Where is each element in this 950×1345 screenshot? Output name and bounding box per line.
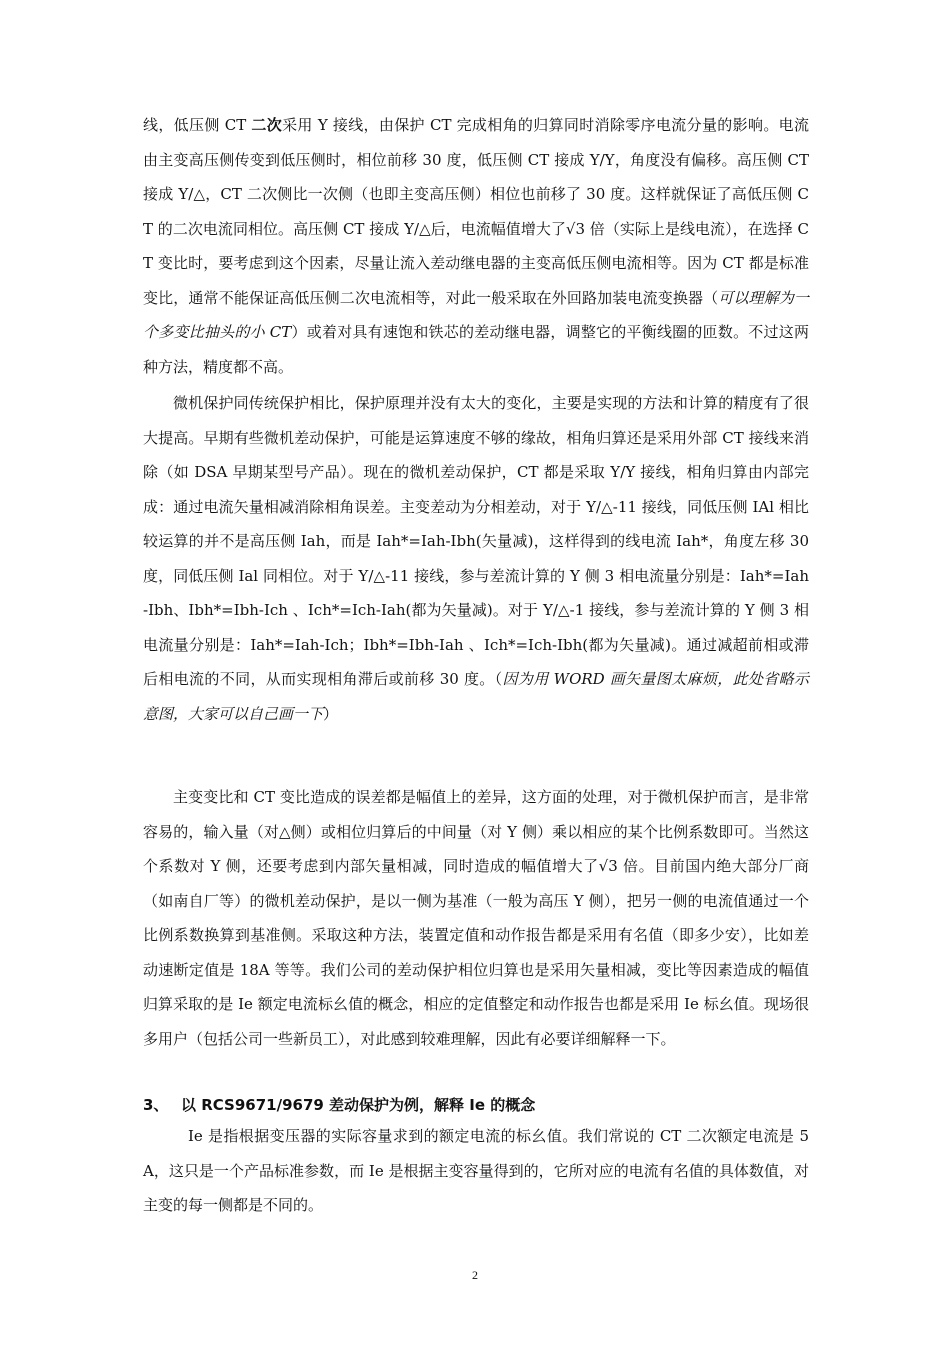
paragraph-ratio-error <box>143 780 809 1056</box>
page-number: 2 <box>472 1268 478 1282</box>
paragraph-text: 微机保护同传统保护相比，保护原理并没有太大的变化，主要是实现的方法和计算的精度有了很大提高。早期有些微机差动保护，可能是运算速度不够的缘故，相角归算还是采用外部 CT 接线来消除（如 DSA 早期某型号产品）。现在的微机差动保护，CT 都是采取 Y/Y 接线，相角归算由内部完成：通过电流矢量相减消除相角误差。主变差动为分相差动，对于 Y/△-11 接线，同低压侧 IAl 相比较运算的并不是高压侧 Iah，而是 Iah*=Iah-Ibh(矢量减)，这样得到的线电流 Iah*，角度左移 30 度，同低压侧 Ial 同相位。对于 Y/△-11 接线，参与差流计算的 Y 侧 3 相电流量分别是：Iah*=Iah-Ibh、Ibh*=Ibh-Ich 、Ich*=Ich-Iah(都为矢量减)。对于 Y/△-1 接线，参与差流计算的 Y 侧 3 相电流量分别是：Iah*=Iah-Ich；Ibh*=Ibh-Iah 、Ich*=Ich-Ibh(都为矢量减)。通过减超前相或滞后相电流的不同，从而实现相角滞后或前移 30 度。（ <box>143 394 809 688</box>
paragraph-text: 主变变比和 CT 变比造成的误差都是幅值上的差异，这方面的处理，对于微机保护而言，是非常容易的，输入量（对△侧）或相位归算后的中间量（对 Y 侧）乘以相应的某个比例系数即可。当然这个系数对 Y 侧，还要考虑到内部矢量相减，同时造成的幅值增大了√3 倍。目前国内绝大部分厂商（如南自厂等）的微机差动保护，是以一侧为基准（一般为高压 Y 侧），把另一侧的电流值通过一个比例系数换算到基准侧。采取这种方法，装置定值和动作报告都是采用有名值（即多少安），比如差动速断定值是 18A 等等。我们公司的差动保护相位归算也是采用矢量相减，变比等因素造成的幅值归算采取的是 Ie 额定电流标幺值的概念，相应的定值整定和动作报告也都是采用 Ie 标幺值。现场很多用户（包括公司一些新员工），对此感到较难理解，因此有必要详细解释一下。 <box>143 788 809 1048</box>
paragraph-text: Ie 是指根据变压器的实际容量求到的额定电流的标幺值。我们常说的 CT 二次额定电流是 5A，这只是一个产品标准参数，而 Ie 是根据主变容量得到的，它所对应的电流有名值的具体数值，对主变的每一侧都是不同的。 <box>143 1127 809 1214</box>
paragraph-text: ）或着对具有速饱和铁芯的差动继电器，调整它的平衡线圈的匝数。不过这两种方法，精度都不高。 <box>143 323 809 376</box>
paragraph-ie-definition <box>143 1119 809 1223</box>
section-number: 3、 <box>143 1096 169 1114</box>
italic-note: 可以理解为一个多变比抽头的小 CT <box>143 288 809 341</box>
section-title: 以 RCS9671/9679 差动保护为例，解释 Ie 的概念 <box>181 1096 536 1114</box>
paragraph-text: 采用 Y 接线，由保护 CT 完成相角的归算同时消除零序电流分量的影响。电流由主变高压侧传变到低压侧时，相位前移 30 度，低压侧 CT 接成 Y/Y，角度没有偏移。高压侧 CT 接成 Y/△，CT 二次侧比一次侧（也即主变高压侧）相位也前移了 30 度。这样就保证了高低压侧 CT 的二次电流同相位。高压侧 CT 接成 Y/△后，电流幅值增大了√3 倍（实际上是线电流），在选择 CT 变比时，要考虑到这个因素，尽量让流入差动继电器的主变高低压侧电流相等。因为 CT 都是标准变比，通常不能保证高低压侧二次电流相等，对此一般采取在外回路加装电流变换器（ <box>143 116 809 307</box>
paragraph-microprocessor-protection <box>143 386 809 731</box>
italic-note: 因为用 WORD 画矢量图太麻烦，此处省略示意图，大家可以自己画一下 <box>143 670 809 723</box>
section-heading-3 <box>143 1090 809 1120</box>
paragraph-ct-wiring <box>143 108 809 384</box>
paragraph-text: 线，低压侧 CT <box>143 116 252 134</box>
bold-text: 二次 <box>251 116 283 134</box>
paragraph-text: ） <box>323 704 339 723</box>
